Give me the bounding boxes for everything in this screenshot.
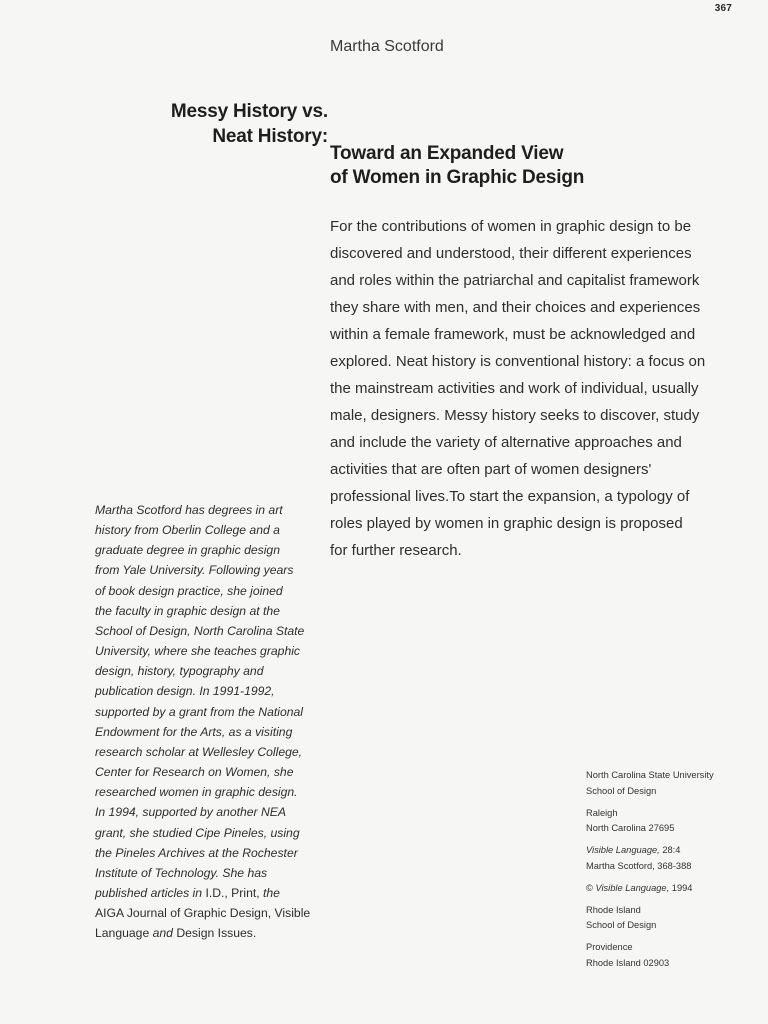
bio-line: In 1994, supported by another NEA: [95, 805, 287, 820]
bio-line: history from Oberlin College and a: [95, 523, 280, 538]
abstract-line: professional lives.To start the expansion, a typology of: [330, 488, 690, 505]
bio-line: from Yale University. Following years: [95, 563, 294, 578]
bio-line: Center for Research on Women, she: [95, 765, 294, 780]
abstract-line: and roles within the patriarchal and capitalist framework: [330, 272, 700, 289]
title-sub-line1: Toward an Expanded View: [330, 143, 564, 164]
bio-line-part: and: [152, 926, 173, 941]
journal-citation: [586, 843, 761, 875]
bio-line: of book design practice, she joined: [95, 583, 283, 598]
affiliation-line: Rhode Island: [586, 904, 641, 915]
abstract: [330, 213, 730, 564]
title-sub-line2: of Women in Graphic Design: [330, 167, 585, 188]
bio-line: publication design. In 1991-1992,: [95, 684, 275, 699]
article-subtitle: [330, 142, 730, 190]
bio-line: design, history, typography and: [95, 664, 264, 679]
bio-line: [95, 923, 325, 943]
bio-line: the Pineles Archives at the Rochester: [95, 845, 298, 860]
abstract-line: explored. Neat history is conventional history: a focus on: [330, 353, 706, 370]
affiliation-line: North Carolina 27695: [586, 823, 675, 834]
copyright-year: 1994: [669, 882, 693, 893]
bio-line: graduate degree in graphic design: [95, 543, 280, 558]
copyright-name: Visible Language,: [595, 882, 670, 893]
bio-line: the faculty in graphic design at the: [95, 603, 280, 618]
abstract-line: discovered and understood, their different experiences: [330, 245, 692, 262]
author-bio: [95, 500, 325, 943]
bio-line: grant, she studied Cipe Pineles, using: [95, 825, 300, 840]
bio-line: supported by a grant from the National: [95, 704, 303, 719]
affiliation-city: [586, 806, 761, 838]
journal-issue: 28:4: [659, 845, 681, 856]
affiliation-line: North Carolina State University: [586, 770, 714, 780]
abstract-line: within a female framework, must be acknowledged and: [330, 326, 696, 343]
bio-line-part: the: [259, 885, 280, 900]
bio-line: [95, 883, 325, 903]
bio-line: AIGA Journal of Graphic Design, Visible: [95, 906, 311, 921]
affiliation-block: [586, 768, 761, 978]
affiliation-line: Providence: [586, 942, 633, 953]
journal-issue-line: [586, 843, 761, 859]
title-main-line2: Neat History:: [212, 126, 328, 147]
bio-line: Institute of Technology. She has: [95, 865, 268, 880]
abstract-line: roles played by women in graphic design is proposed: [330, 515, 683, 532]
journal-name: Visible Language,: [586, 845, 660, 856]
bio-line-part: Design Issues.: [172, 926, 257, 941]
article-title-main: [88, 99, 328, 149]
affiliation-line: Rhode Island 02903: [586, 957, 670, 968]
abstract-line: and include the variety of alternative approaches and: [330, 434, 682, 451]
bio-line: University, where she teaches graphic: [95, 644, 301, 659]
abstract-line: the mainstream activities and work of individual, usually: [330, 380, 699, 397]
title-main-line1: Messy History vs.: [170, 101, 328, 122]
copyright-symbol: ©: [586, 882, 596, 893]
bio-publication-names: I.D., Print,: [205, 885, 260, 900]
copyright-line: [586, 881, 761, 897]
abstract-line: they share with men, and their choices and experiences: [330, 299, 701, 316]
bio-line-part: published articles in: [95, 885, 206, 900]
bio-line: Martha Scotford has degrees in art: [95, 503, 283, 517]
page-number: 367: [714, 3, 732, 14]
bio-line: research scholar at Wellesley College,: [95, 744, 303, 759]
publisher: [586, 903, 761, 935]
author-name: Martha Scotford: [330, 38, 444, 55]
affiliation-line: Raleigh: [586, 807, 618, 818]
abstract-line: male, designers. Messy history seeks to discover, study: [330, 407, 700, 424]
affiliation-line: School of Design: [586, 785, 657, 796]
journal-pages: Martha Scotford, 368-388: [586, 860, 692, 871]
abstract-line: activities that are often part of women designers': [330, 461, 652, 478]
bio-line: Endowment for the Arts, as a visiting: [95, 724, 293, 739]
affiliation-line: School of Design: [586, 920, 657, 931]
abstract-line: for further research.: [330, 542, 462, 559]
abstract-line: For the contributions of women in graphic design to be: [330, 218, 692, 235]
bio-line: researched women in graphic design.: [95, 785, 298, 800]
bio-line: School of Design, North Carolina State: [95, 623, 305, 638]
bio-line-part: Language: [95, 926, 153, 941]
publisher-city: [586, 940, 761, 972]
affiliation-university: [586, 768, 761, 800]
